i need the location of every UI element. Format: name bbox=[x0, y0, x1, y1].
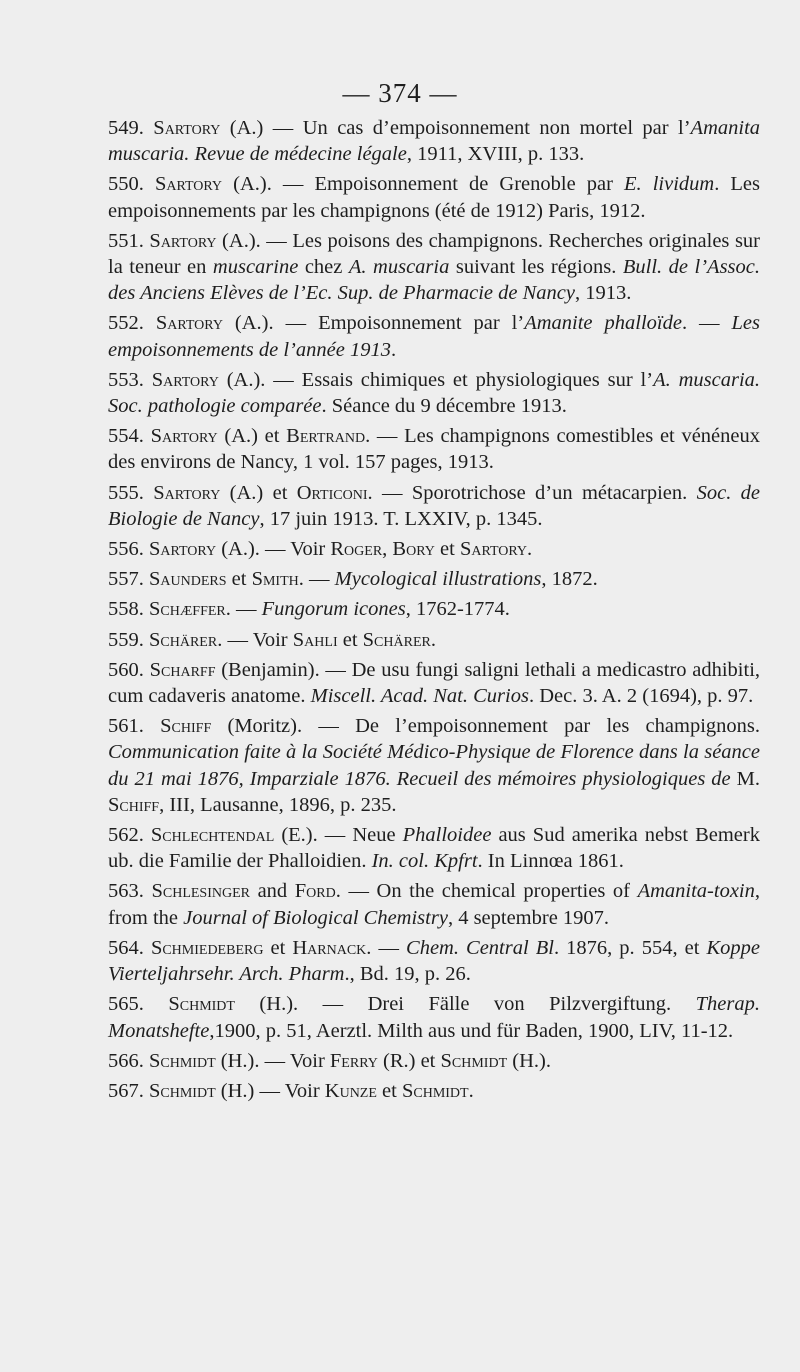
entry-number: 565. bbox=[108, 993, 144, 1016]
entry-number: 557. bbox=[108, 568, 144, 591]
bibliography-entry bbox=[108, 713, 760, 818]
entry-number: 559. bbox=[108, 628, 144, 651]
entry-text: Scharff (Benjamin). — De usu fungi saligni lethali a medicastro adhibiti, cum cadaveris anatome. Miscell. Acad. Nat. Curios. Dec. 3. A. 2 (1694), p. 97. bbox=[108, 658, 761, 708]
bibliography-entry bbox=[108, 596, 760, 622]
bibliography-list bbox=[108, 115, 760, 1108]
entry-number: 551. bbox=[108, 229, 144, 252]
entry-text: Sartory (A.) et Orticoni. — Sporotrichose d’un métacarpien. Soc. de Biologie de Nancy, 17 juin 1913. T. LXXIV, p. 1345. bbox=[108, 481, 761, 530]
entry-text: Sartory (A.). — Empoisonnement par l’Amanite phalloïde. — Les empoisonnements de l’année 1913. bbox=[108, 312, 761, 361]
entry-number: 555. bbox=[108, 481, 144, 504]
entry-text: Schlechtendal (E.). — Neue Phalloidee aus Sud amerika nebst Bemerk ub. die Familie der Phalloidien. In. col. Kpfrt. In Linnœa 1861. bbox=[108, 824, 760, 873]
entry-number: 553. bbox=[108, 368, 144, 391]
entry-text: Schärer. — Voir Sahli et Schärer. bbox=[149, 628, 436, 651]
entry-number: 556. bbox=[108, 538, 144, 561]
entry-text: Schmidt (H.). — Voir Ferry (R.) et Schmidt (H.). bbox=[149, 1049, 551, 1072]
bibliography-entry bbox=[108, 657, 760, 709]
entry-number: 552. bbox=[108, 312, 144, 335]
bibliography-entry bbox=[108, 171, 760, 223]
entry-number: 561. bbox=[108, 715, 144, 738]
entry-text: Sartory (A.) et Bertrand. — Les champignons comestibles et vénéneux des environs de Nancy, 1 vol. 157 pages, 1913. bbox=[108, 425, 760, 474]
bibliography-entry bbox=[108, 367, 760, 419]
entry-text: Schmidt (H.). — Drei Fälle von Pilzvergiftung. Therap. Monatshefte,1900, p. 51, Aerztl. Milth aus und für Baden, 1900, LIV, 11-12. bbox=[108, 993, 760, 1042]
bibliography-entry bbox=[108, 480, 760, 532]
entry-number: 566. bbox=[108, 1049, 144, 1072]
bibliography-entry bbox=[108, 1078, 760, 1104]
entry-text: Saunders et Smith. — Mycological illustrations, 1872. bbox=[149, 568, 598, 591]
entry-text: Schæffer. — Fungorum icones, 1762-1774. bbox=[149, 598, 510, 621]
entry-text: Schiff (Moritz). — De l’empoisonnement par les champignons. Communication faite à la Société Médico-Physique de Florence dans la séance du 21 mai 1876, Imparziale 1876. Recueil des mémoires physiologiques de M. Schiff, III, Lausanne, 1896, p. 235. bbox=[108, 715, 761, 816]
entry-number: 549. bbox=[108, 117, 144, 139]
entry-number: 558. bbox=[108, 598, 144, 621]
entry-text: Sartory (A.). — Les poisons des champignons. Recherches originales sur la teneur en muscarine chez A. muscaria suivant les régions. Bull. de l’Assoc. des Anciens Elèves de l’Ec. Sup. de Pharmacie de Nancy, 1913. bbox=[108, 229, 761, 305]
bibliography-entry bbox=[108, 228, 760, 307]
entry-text: Schlesinger and Ford. — On the chemical properties of Amanita-toxin, from the Journal of Biological Chemistry, 4 septembre 1907. bbox=[108, 880, 760, 929]
entry-text: Sartory (A.). — Essais chimiques et physiologiques sur l’A. muscaria. Soc. pathologie comparée. Séance du 9 décembre 1913. bbox=[108, 368, 761, 418]
bibliography-entry bbox=[108, 1048, 760, 1074]
bibliography-entry bbox=[108, 115, 760, 167]
bibliography-entry bbox=[108, 536, 760, 562]
bibliography-entry bbox=[108, 310, 760, 362]
entry-number: 550. bbox=[108, 173, 144, 196]
bibliography-entry bbox=[108, 935, 760, 987]
entry-number: 562. bbox=[108, 824, 144, 847]
entry-text: Schmidt (H.) — Voir Kunze et Schmidt. bbox=[149, 1079, 474, 1102]
entry-text: Sartory (A.). — Empoisonnement de Grenoble par E. lividum. Les empoisonnements par les champignons (été de 1912) Paris, 1912. bbox=[108, 173, 760, 222]
entry-text: Sartory (A.). — Voir Roger, Bory et Sartory. bbox=[149, 538, 533, 561]
entry-text: Schmiedeberg et Harnack. — Chem. Central Bl. 1876, p. 554, et Koppe Vierteljahrsehr. Arch. Pharm., Bd. 19, p. 26. bbox=[108, 936, 761, 986]
entry-number: 554. bbox=[108, 425, 144, 448]
entry-number: 567. bbox=[108, 1079, 144, 1102]
entry-number: 564. bbox=[108, 936, 144, 959]
entry-number: 563. bbox=[108, 880, 144, 903]
bibliography-entry bbox=[108, 566, 760, 592]
page-number: — 374 — bbox=[342, 78, 458, 108]
entry-number: 560. bbox=[108, 658, 144, 681]
bibliography-entry bbox=[108, 878, 760, 930]
entry-text: Sartory (A.) — Un cas d’empoisonnement non mortel par l’Amanita muscaria. Revue de médecine légale, 1911, XVIII, p. 133. bbox=[108, 117, 761, 166]
bibliography-entry bbox=[108, 627, 760, 653]
bibliography-entry bbox=[108, 991, 760, 1043]
bibliography-entry bbox=[108, 423, 760, 475]
bibliography-entry bbox=[108, 822, 760, 874]
